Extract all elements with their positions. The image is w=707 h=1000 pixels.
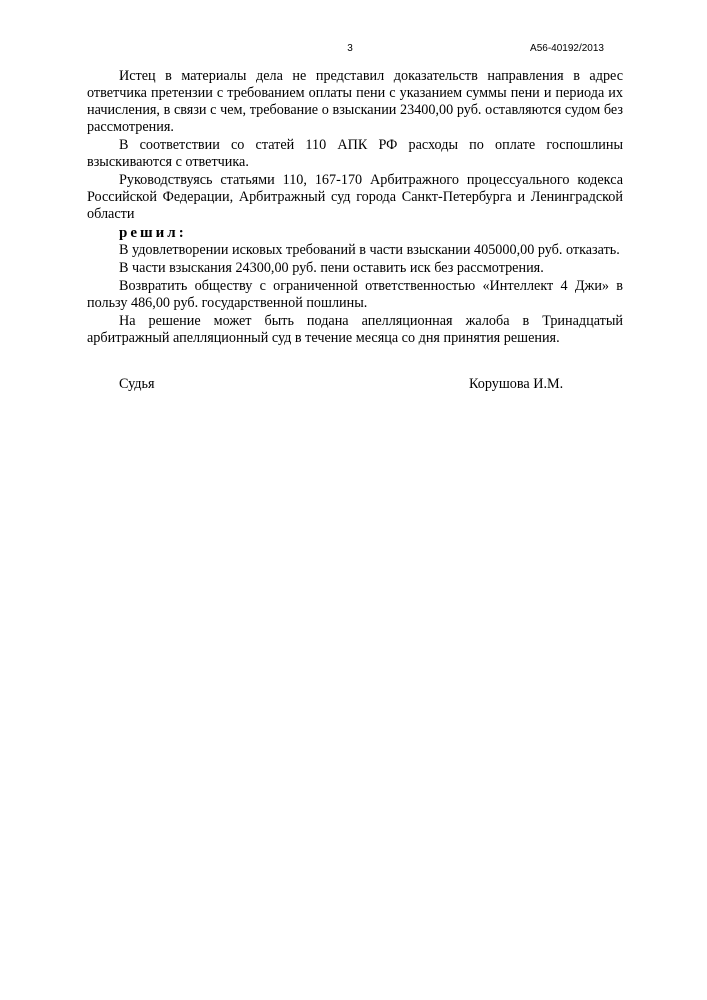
paragraph-court-fees: В соответствии со статей 110 АПК РФ расходы по оплате госпошлины взыскиваются с ответчика. bbox=[87, 137, 623, 170]
decision-item-appeal: На решение может быть подана апелляционная жалоба в Тринадцатый арбитражный апелляционный суд в течение месяца со дня принятия решения. bbox=[87, 313, 623, 346]
judge-title: Судья bbox=[119, 376, 155, 392]
decision-item-return-fee: Возвратить обществу с ограниченной ответственностью «Интеллект 4 Джи» в пользу 486,00 руб. государственной пошлины. bbox=[87, 278, 623, 311]
case-number: А56-40192/2013 bbox=[530, 43, 604, 54]
judge-name: Корушова И.М. bbox=[469, 376, 564, 392]
document-body bbox=[87, 68, 623, 347]
decision-heading: решил: bbox=[119, 225, 187, 241]
signature-block bbox=[87, 376, 623, 394]
page-number: 3 bbox=[347, 43, 353, 54]
decision-item-refuse: В удовлетворении исковых требований в части взыскании 405000,00 руб. отказать. bbox=[119, 242, 620, 258]
paragraph-claim-pretension: Истец в материалы дела не представил доказательств направления в адрес ответчика претензии с требованием оплаты пени с указанием суммы пени и периода их начисления, в связи с чем, требование о взыскании 23400,00 руб. оставляются судом без рассмотрения. bbox=[87, 68, 623, 135]
paragraph-legal-basis: Руководствуясь статьями 110, 167-170 Арбитражного процессуального кодекса Российской Федерации, Арбитражный суд города Санкт-Петербурга и Ленинградской области bbox=[87, 172, 623, 222]
decision-item-leave-without-consideration: В части взыскания 24300,00 руб. пени оставить иск без рассмотрения. bbox=[119, 260, 544, 276]
